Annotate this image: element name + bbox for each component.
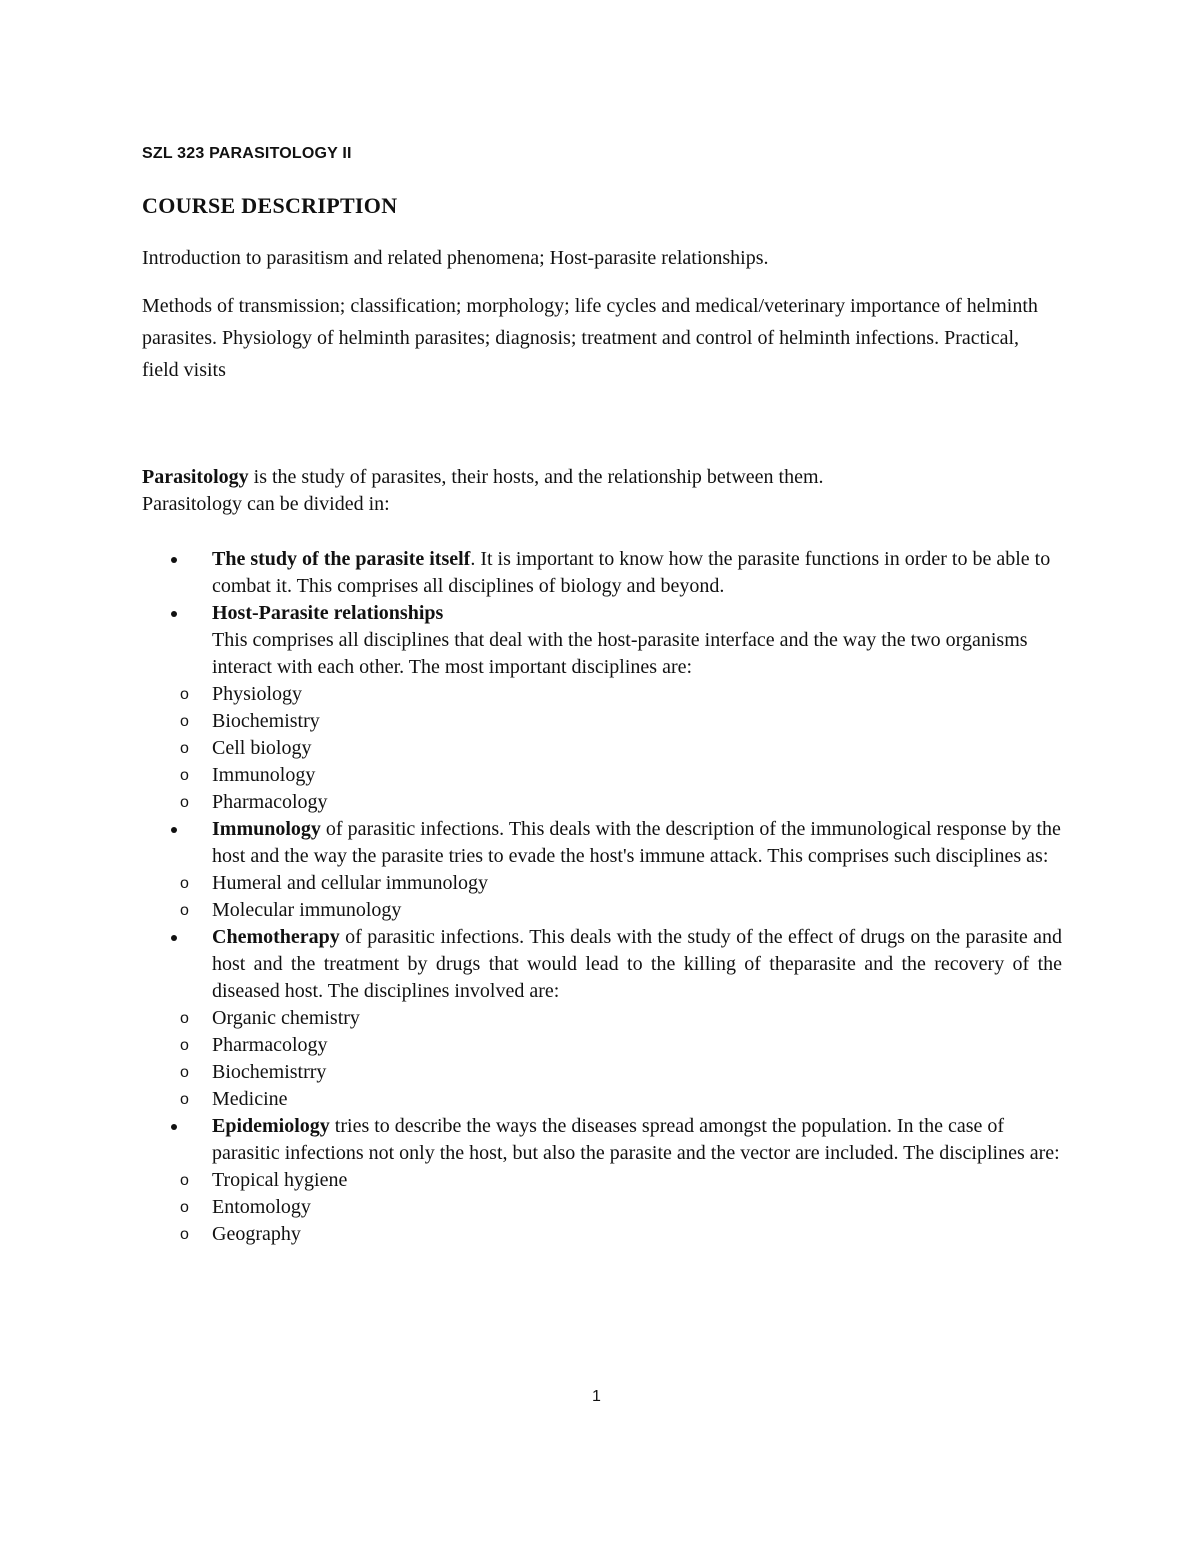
- item-title: Epidemiology: [212, 1115, 330, 1137]
- definition-term: Parasitology: [142, 466, 249, 488]
- sub-marker: o: [180, 1064, 189, 1081]
- sub-item-label: Immunology: [212, 764, 316, 786]
- definition-line2: Parasitology can be divided in:: [142, 493, 390, 515]
- sub-item: [142, 735, 1062, 762]
- sub-item: [142, 708, 1062, 735]
- sub-item-label: Biochemistry: [212, 710, 320, 732]
- sub-item: [142, 1086, 1062, 1113]
- sub-item: [142, 681, 1062, 708]
- sub-marker: o: [180, 1091, 189, 1108]
- item-title: Immunology: [212, 818, 321, 840]
- course-code: SZL 323 PARASITOLOGY II: [142, 145, 352, 162]
- sub-item: [142, 1059, 1062, 1086]
- sub-marker: o: [180, 1037, 189, 1054]
- list-item: [142, 600, 1062, 681]
- sub-marker: o: [180, 713, 189, 730]
- definition-text: is the study of parasites, their hosts, and the relationship between them.: [248, 466, 824, 488]
- sub-marker: o: [180, 875, 189, 892]
- item-title: Host-Parasite relationships: [212, 602, 444, 624]
- sub-item: [142, 762, 1062, 789]
- sub-marker: o: [180, 1226, 189, 1243]
- sub-item: [142, 870, 1062, 897]
- sub-marker: o: [180, 686, 189, 703]
- section-heading: COURSE DESCRIPTION: [142, 193, 398, 218]
- sub-item: [142, 1167, 1062, 1194]
- sub-marker: o: [180, 902, 189, 919]
- sub-item-label: Medicine: [212, 1088, 288, 1110]
- sub-marker: o: [180, 767, 189, 784]
- sub-marker: o: [180, 1172, 189, 1189]
- item-text: tries to describe the ways the diseases spread amongst the population. In the case of parasitic infections not only the host, but also the parasite and the vector are included. The disciplines are:: [212, 1115, 1060, 1164]
- intro-paragraph: Introduction to parasitism and related phenomena; Host-parasite relationships.: [142, 247, 769, 269]
- sub-item-label: Geography: [212, 1223, 301, 1245]
- sub-item-label: Organic chemistry: [212, 1007, 360, 1029]
- item-title: The study of the parasite itself: [212, 548, 471, 570]
- sub-marker: o: [180, 1010, 189, 1027]
- sub-item-label: Molecular immunology: [212, 899, 402, 921]
- sub-item-label: Biochemistrry: [212, 1061, 327, 1083]
- page-number: 1: [592, 1388, 601, 1405]
- item-text: of parasitic infections. This deals with the study of the effect of drugs on the parasite and host and the treatment by drugs that would lead to the killing of theparasite and the recovery of the diseased host. The disciplines involved are:: [212, 926, 1062, 1002]
- sub-item-label: Entomology: [212, 1196, 311, 1218]
- sub-item-label: Humeral and cellular immunology: [212, 872, 489, 894]
- methods-paragraph: Methods of transmission; classification; morphology; life cycles and medical/veterinary importance of helminth parasites. Physiology of helminth parasites; diagnosis; treatment and control of helminth infections. Practical, field visits: [142, 295, 1038, 381]
- sub-item: [142, 1032, 1062, 1059]
- sub-item: [142, 897, 1062, 924]
- sub-marker: o: [180, 794, 189, 811]
- sub-marker: o: [180, 1199, 189, 1216]
- sub-item-label: Pharmacology: [212, 1034, 328, 1056]
- sub-item: [142, 1005, 1062, 1032]
- item-text: This comprises all disciplines that deal with the host-parasite interface and the way the two organisms interact with each other. The most important disciplines are:: [212, 629, 1028, 678]
- definition-paragraph: [142, 464, 1062, 518]
- sub-item: [142, 789, 1062, 816]
- item-title: Chemotherapy: [212, 926, 340, 948]
- list-item: [142, 924, 1062, 1005]
- list-item: [142, 1113, 1062, 1167]
- sub-item: [142, 1221, 1062, 1248]
- sub-item-label: Physiology: [212, 683, 303, 705]
- item-text: . It is important to know how the parasite functions in order to be able to combat it. This comprises all disciplines of biology and beyond.: [212, 548, 1051, 597]
- sub-item-label: Tropical hygiene: [212, 1169, 348, 1191]
- discipline-list: [142, 546, 1062, 1248]
- list-item: [142, 546, 1062, 600]
- sub-marker: o: [180, 740, 189, 757]
- sub-item-label: Pharmacology: [212, 791, 328, 813]
- item-text: of parasitic infections. This deals with the description of the immunological response by the host and the way the parasite tries to evade the host's immune attack. This comprises such disciplines as:: [212, 818, 1061, 867]
- sub-item-label: Cell biology: [212, 737, 312, 759]
- list-item: [142, 816, 1062, 870]
- sub-item: [142, 1194, 1062, 1221]
